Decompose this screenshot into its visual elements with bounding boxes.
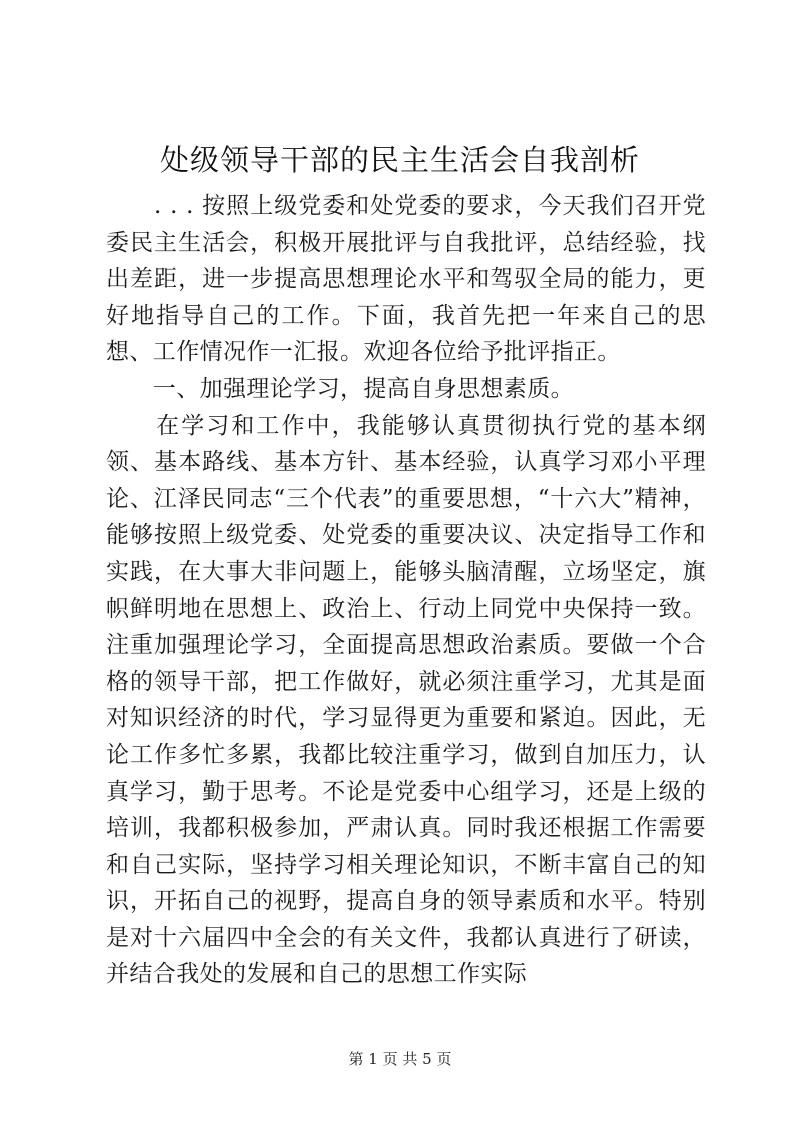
document-body bbox=[106, 188, 706, 993]
paragraph-intro: . . . 按照上级党委和处党委的要求，今天我们召开党委民主生活会，积极开展批评与自我批评，总结经验，找出差距，进一步提高思想理论水平和驾驭全局的能力，更好地指导自己的工作。下面，我首先把一年来自己的思想、工作情况作一汇报。欢迎各位给予批评指正。 bbox=[106, 193, 706, 366]
paragraph-section-heading: 一、加强理论学习，提高自身思想素质。 bbox=[106, 375, 574, 402]
page-title: 处级领导干部的民主生活会自我剖析 bbox=[159, 143, 640, 177]
page-footer: 第 1 页 共 5 页 bbox=[348, 1050, 452, 1068]
paragraph-theory-study: 在学习和工作中，我能够认真贯彻执行党的基本纲领、基本路线、基本方针、基本经验，认真学习邓小平理论、江泽民同志“三个代表”的重要思想，“十六大”精神，能够按照上级党委、处党委的重要决议、决定指导工作和实践，在大事大非问题上，能够头脑清醒，立场坚定，旗帜鲜明地在思想上、政治上、行动上同党中央保持一致。注重加强理论学习，全面提高思想政治素质。要做一个合格的领导干部，把工作做好，就必须注重学习，尤其是面对知识经济的时代，学习显得更为重要和紧迫。因此，无论工作多忙多累，我都比较注重学习，做到自加压力，认真学习，勤于思考。不论是党委中心组学习，还是上级的培训，我都积极参加，严肃认真。同时我还根据工作需要和自己实际，坚持学习相关理论知识，不断丰富自己的知识，开拓自己的视野，提高自身的领导素质和水平。特别是对十六届四中全会的有关文件，我都认真进行了研读，并结合我处的发展和自己的思想工作实际 bbox=[106, 412, 706, 988]
